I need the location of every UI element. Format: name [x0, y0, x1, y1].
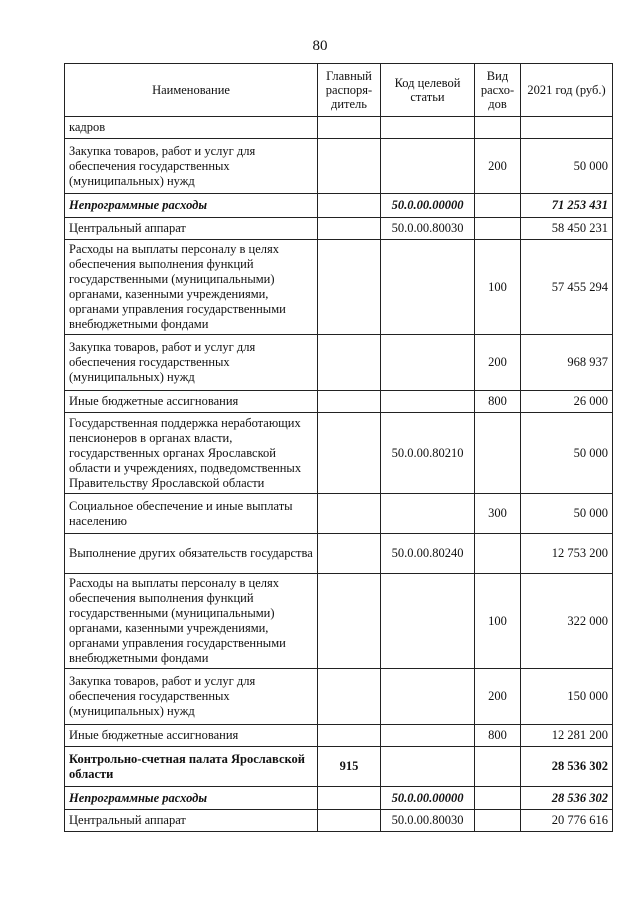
budget-table: [64, 63, 613, 832]
row-expense-type: [475, 787, 521, 810]
row-amount: 50 000: [521, 494, 613, 534]
row-expense-type: 100: [475, 240, 521, 335]
row-target-code: [381, 240, 475, 335]
row-amount: 58 450 231: [521, 218, 613, 240]
row-expense-type: 200: [475, 139, 521, 194]
row-name: Закупка товаров, работ и услуг для обеспечения государственных (муниципальных) нужд: [65, 139, 318, 194]
row-amount: 968 937: [521, 335, 613, 391]
row-name: Иные бюджетные ассигнования: [65, 391, 318, 413]
row-manager: [318, 810, 381, 832]
table-row: [65, 810, 613, 832]
row-manager: [318, 669, 381, 725]
row-manager: [318, 494, 381, 534]
row-target-code: [381, 669, 475, 725]
row-expense-type: [475, 810, 521, 832]
table-row: [65, 391, 613, 413]
row-amount: 71 253 431: [521, 194, 613, 218]
row-amount: 50 000: [521, 139, 613, 194]
row-amount: 57 455 294: [521, 240, 613, 335]
row-expense-type: [475, 117, 521, 139]
row-expense-type: 200: [475, 669, 521, 725]
row-expense-type: 100: [475, 574, 521, 669]
row-name: Расходы на выплаты персоналу в целях обеспечения выполнения функций государственными (муниципальными) органами, казенными учреждениями, органами управления государственными внебюджетными фондами: [65, 240, 318, 335]
row-name: Расходы на выплаты персоналу в целях обеспечения выполнения функций государственными (муниципальными) органами, казенными учреждениями, органами управления государственными внебюджетными фондами: [65, 574, 318, 669]
row-expense-type: 200: [475, 335, 521, 391]
row-name: кадров: [65, 117, 318, 139]
row-name: Закупка товаров, работ и услуг для обеспечения государственных (муниципальных) нужд: [65, 335, 318, 391]
row-amount: 28 536 302: [521, 747, 613, 787]
row-target-code: 50.0.00.80030: [381, 810, 475, 832]
table-row: [65, 139, 613, 194]
table-row: [65, 747, 613, 787]
row-amount: 322 000: [521, 574, 613, 669]
row-manager: [318, 335, 381, 391]
row-name: Центральный аппарат: [65, 218, 318, 240]
header-target-code: Код целевой статьи: [381, 64, 475, 117]
row-expense-type: [475, 218, 521, 240]
table-row: [65, 787, 613, 810]
table-row: [65, 240, 613, 335]
table-row: [65, 117, 613, 139]
row-manager: [318, 413, 381, 494]
row-manager: [318, 787, 381, 810]
row-manager: [318, 117, 381, 139]
row-target-code: [381, 139, 475, 194]
row-expense-type: [475, 413, 521, 494]
table-row: [65, 669, 613, 725]
row-amount: 28 536 302: [521, 787, 613, 810]
row-name: Непрограммные расходы: [65, 194, 318, 218]
row-amount: 26 000: [521, 391, 613, 413]
row-manager: [318, 139, 381, 194]
row-target-code: [381, 391, 475, 413]
row-manager: 915: [318, 747, 381, 787]
row-amount: 150 000: [521, 669, 613, 725]
header-year-amount: 2021 год (руб.): [521, 64, 613, 117]
table-row: [65, 725, 613, 747]
row-name: Выполнение других обязательств государства: [65, 534, 318, 574]
row-name: Иные бюджетные ассигнования: [65, 725, 318, 747]
row-manager: [318, 391, 381, 413]
row-amount: 20 776 616: [521, 810, 613, 832]
row-target-code: 50.0.00.00000: [381, 194, 475, 218]
row-manager: [318, 534, 381, 574]
row-name: Контрольно-счетная палата Ярославской области: [65, 747, 318, 787]
row-target-code: [381, 747, 475, 787]
row-expense-type: 800: [475, 725, 521, 747]
row-target-code: [381, 117, 475, 139]
row-expense-type: 300: [475, 494, 521, 534]
row-name: Государственная поддержка неработающих пенсионеров в органах власти, государственных органах Ярославской области и учреждениях, подведомственных Правительству Ярославской области: [65, 413, 318, 494]
table-row: [65, 534, 613, 574]
row-target-code: [381, 725, 475, 747]
row-manager: [318, 574, 381, 669]
row-target-code: 50.0.00.00000: [381, 787, 475, 810]
row-expense-type: [475, 534, 521, 574]
table-row: [65, 194, 613, 218]
row-name: Закупка товаров, работ и услуг для обеспечения государственных (муниципальных) нужд: [65, 669, 318, 725]
row-expense-type: 800: [475, 391, 521, 413]
row-target-code: [381, 494, 475, 534]
row-target-code: 50.0.00.80030: [381, 218, 475, 240]
row-manager: [318, 725, 381, 747]
header-name: Наименование: [65, 64, 318, 117]
table-header-row: [65, 64, 613, 117]
page-number: 80: [312, 38, 328, 54]
row-target-code: 50.0.00.80210: [381, 413, 475, 494]
row-manager: [318, 240, 381, 335]
row-manager: [318, 194, 381, 218]
row-amount: 50 000: [521, 413, 613, 494]
row-amount: 12 281 200: [521, 725, 613, 747]
row-target-code: [381, 335, 475, 391]
header-expense-type: Вид расхо-дов: [475, 64, 521, 117]
table-row: [65, 574, 613, 669]
row-amount: [521, 117, 613, 139]
row-manager: [318, 218, 381, 240]
row-expense-type: [475, 194, 521, 218]
row-name: Центральный аппарат: [65, 810, 318, 832]
table-row: [65, 335, 613, 391]
table-body: [65, 117, 613, 832]
table-row: [65, 494, 613, 534]
row-amount: 12 753 200: [521, 534, 613, 574]
row-name: Непрограммные расходы: [65, 787, 318, 810]
row-expense-type: [475, 747, 521, 787]
row-target-code: [381, 574, 475, 669]
row-target-code: 50.0.00.80240: [381, 534, 475, 574]
header-manager: Главный распоря-дитель: [318, 64, 381, 117]
table-row: [65, 218, 613, 240]
row-name: Социальное обеспечение и иные выплаты населению: [65, 494, 318, 534]
table-row: [65, 413, 613, 494]
